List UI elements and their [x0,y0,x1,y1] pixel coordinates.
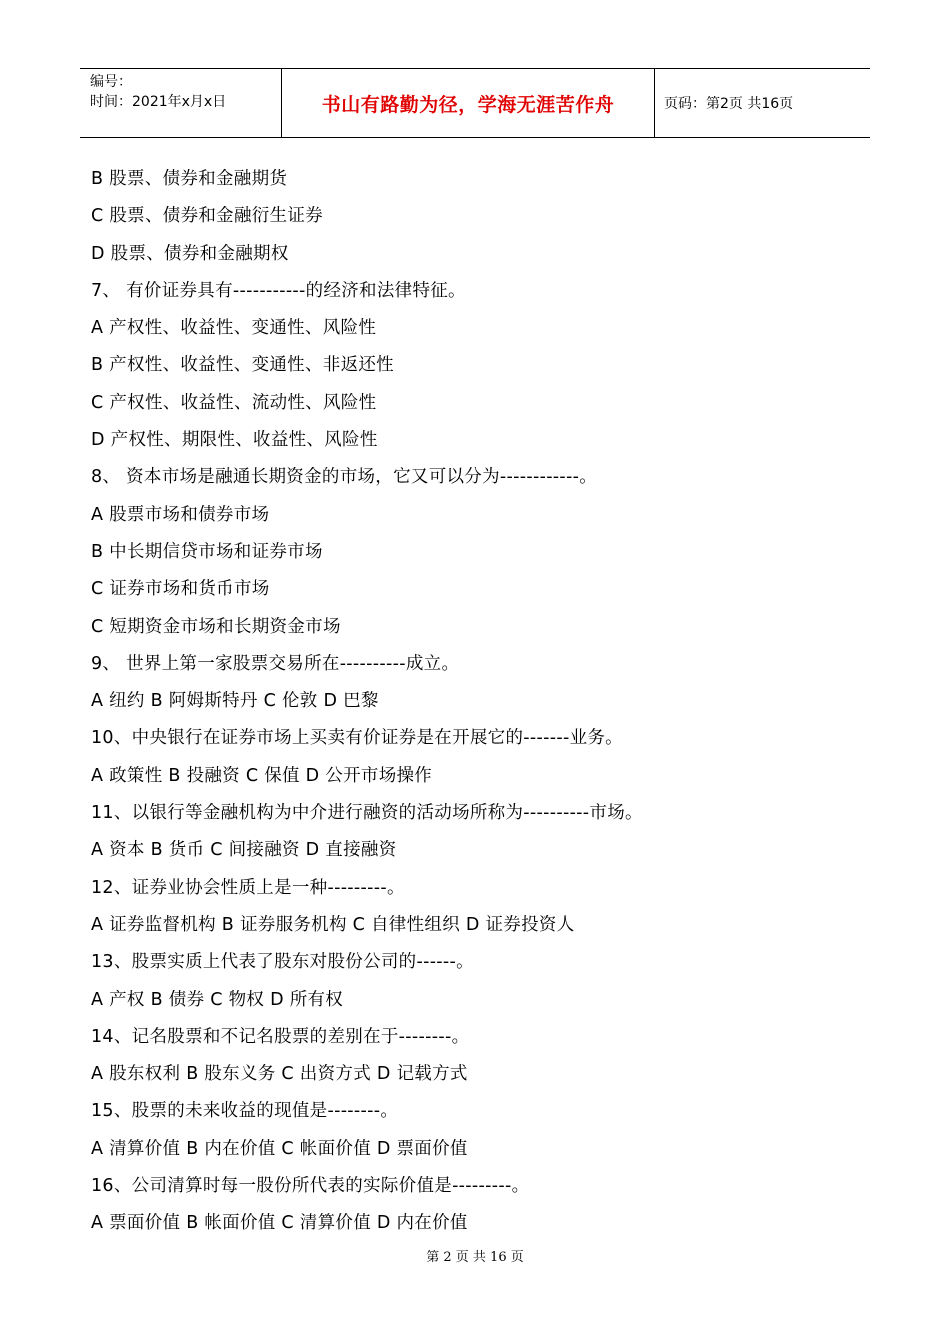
text-line: C 产权性、收益性、流动性、风险性 [91,392,377,413]
question-9: 9、 世界上第一家股票交易所在----------成立。 [91,653,460,674]
question-8: 8、 资本市场是融通长期资金的市场，它又可以分为------------。 [91,467,598,488]
question-15: 15、股票的未来收益的现值是--------。 [91,1101,399,1122]
question-14: 14、记名股票和不记名股票的差别在于--------。 [91,1026,470,1047]
text-line: D 股票、债券和金融期权 [91,243,289,264]
options-line: A 纽约 B 阿姆斯特丹 C 伦敦 D 巴黎 [91,691,379,712]
text-line: A 股票市场和债券市场 [91,504,270,525]
options-line: A 证券监督机构 B 证券服务机构 C 自律性组织 D 证券投资人 [91,914,575,935]
question-12: 12、证券业协会性质上是一种---------。 [91,877,405,898]
header-divider [654,69,655,137]
text-line: C 短期资金市场和长期资金市场 [91,616,341,637]
date-label: 时间：2021年x月x日 [90,94,227,110]
header-motto: 书山有路勤为径，学海无涯苦作舟 [321,93,615,116]
question-13: 13、股票实质上代表了股东对股份公司的------。 [91,952,474,973]
question-10: 10、中央银行在证券市场上买卖有价证券是在开展它的-------业务。 [91,728,623,749]
header-meta [90,72,226,112]
text-line: D 产权性、期限性、收益性、风险性 [91,430,378,451]
number-label: 编号： [90,74,132,90]
question-7: 7、 有价证券具有-----------的经济和法律特征。 [91,280,466,301]
question-11: 11、以银行等金融机构为中介进行融资的活动场所称为----------市场。 [91,803,643,824]
options-line: A 产权 B 债券 C 物权 D 所有权 [91,989,344,1010]
text-line: C 证券市场和货币市场 [91,579,270,600]
text-line: B 股票、债券和金融期货 [91,169,288,189]
header-page-code: 页码：第2页 共16页 [664,96,794,112]
text-line: A 产权性、收益性、变通性、风险性 [91,318,377,339]
question-list [91,161,871,1243]
options-line: A 资本 B 货币 C 间接融资 D 直接融资 [91,840,397,861]
text-line: C 股票、债券和金融衍生证券 [91,206,323,227]
options-line: A 清算价值 B 内在价值 C 帐面价值 D 票面价值 [91,1138,468,1159]
page-footer: 第 2 页 共 16 页 [426,1250,524,1265]
text-line: B 中长期信贷市场和证券市场 [91,541,323,562]
page-header [80,68,870,138]
text-line: B 产权性、收益性、变通性、非返还性 [91,355,394,376]
question-16: 16、公司清算时每一股份所代表的实际价值是---------。 [91,1176,530,1197]
options-line: A 股东权利 B 股东义务 C 出资方式 D 记载方式 [91,1064,468,1085]
options-line: A 票面价值 B 帐面价值 C 清算价值 D 内在价值 [91,1213,468,1234]
options-line: A 政策性 B 投融资 C 保值 D 公开市场操作 [91,765,433,786]
